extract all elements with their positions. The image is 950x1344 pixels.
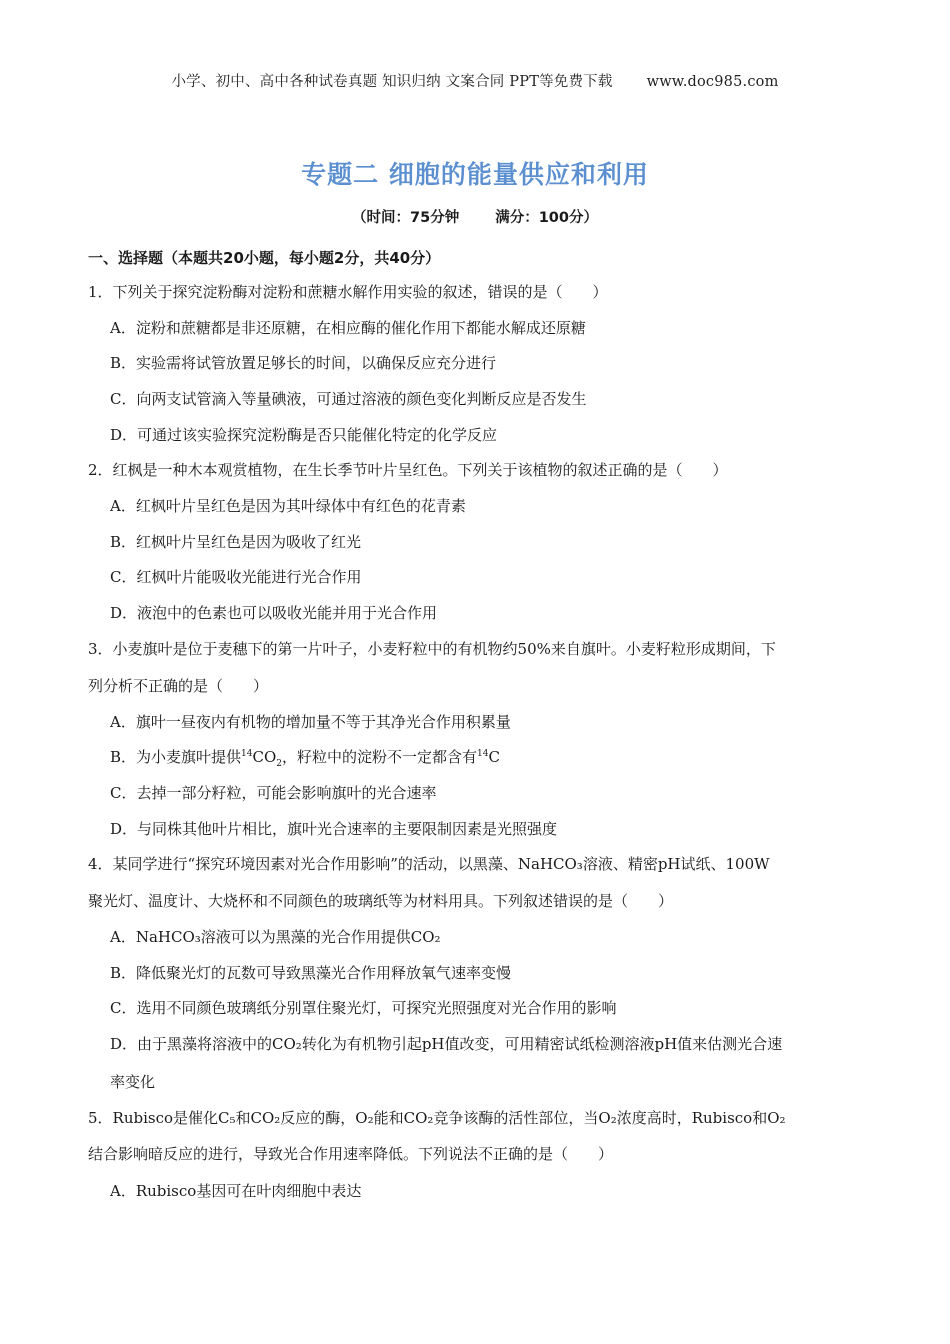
question-3-stem-line-1: 3．小麦旗叶是位于麦穗下的第一片叶子，小麦籽粒中的有机物约50%来自旗叶。小麦籽粒形成期间，下 <box>88 640 776 658</box>
question-4-stem-line-2: 聚光灯、温度计、大烧杯和不同颜色的玻璃纸等为材料用具。下列叙述错误的是（ ） <box>88 892 674 910</box>
question-3-option-a: A．旗叶一昼夜内有机物的增加量不等于其净光合作用积累量 <box>110 713 511 731</box>
question-5-stem-line-1: 5．Rubisco是催化C₅和CO₂反应的酶，O₂能和CO₂竞争该酶的活性部位，当O₂浓度高时，Rubisco和O₂ <box>88 1109 786 1127</box>
question-3-stem-line-2: 列分析不正确的是（ ） <box>88 677 269 695</box>
question-3-option-d: D．与同株其他叶片相比，旗叶光合速率的主要限制因素是光照强度 <box>110 820 558 838</box>
question-2-option-a: A．红枫叶片呈红色是因为其叶绿体中有红色的花青素 <box>110 497 466 515</box>
header-site-link[interactable]: www.doc985.com <box>646 74 779 90</box>
question-1-option-c: C．向两支试管滴入等量碘液，可通过溶液的颜色变化判断反应是否发生 <box>110 390 587 408</box>
question-4-option-b: B．降低聚光灯的瓦数可导致黑藻光合作用释放氧气速率变慢 <box>110 964 512 982</box>
question-1-option-a: A．淀粉和蔗糖都是非还原糖，在相应酶的催化作用下都能水解成还原糖 <box>110 319 586 337</box>
question-4-option-a: A．NaHCO₃溶液可以为黑藻的光合作用提供CO₂ <box>110 928 441 946</box>
question-3-option-b: B．为小麦旗叶提供$^{14}CO_2$，籽粒中的淀粉不一定都含有$^{14}$C <box>110 748 500 769</box>
exam-time: （时间：75分钟 <box>352 210 460 226</box>
page-title: 专题二 细胞的能量供应和利用 <box>301 160 649 189</box>
question-2-option-d: D．液泡中的色素也可以吸收光能并用于光合作用 <box>110 604 438 622</box>
exam-info <box>0 206 950 227</box>
question-5-option-a: A．Rubisco基因可在叶肉细胞中表达 <box>110 1182 362 1200</box>
header-text: 小学、初中、高中各种试卷真题 知识归纳 文案合同 PPT等免费下载 <box>171 74 613 90</box>
question-1-option-d: D．可通过该实验探究淀粉酶是否只能催化特定的化学反应 <box>110 426 498 444</box>
question-2-option-b: B．红枫叶片呈红色是因为吸收了红光 <box>110 533 362 551</box>
question-4-option-d-line-2: 率变化 <box>110 1073 156 1091</box>
question-2-option-c: C．红枫叶片能吸收光能进行光合作用 <box>110 568 362 586</box>
question-1-option-b: B．实验需将试管放置足够长的时间，以确保反应充分进行 <box>110 354 497 372</box>
question-4-option-d-line-1: D．由于黑藻将溶液中的CO₂转化为有机物引起pH值改变，可用精密试纸检测溶液pH值来估测光合速 <box>110 1035 783 1053</box>
question-4-stem-line-1: 4．某同学进行“探究环境因素对光合作用影响”的活动，以黑藻、NaHCO₃溶液、精密pH试纸、100W <box>88 855 770 873</box>
page-header <box>0 70 950 91</box>
question-3-option-c: C．去掉一部分籽粒，可能会影响旗叶的光合速率 <box>110 784 437 802</box>
question-4-option-c: C．选用不同颜色玻璃纸分别罩住聚光灯，可探究光照强度对光合作用的影响 <box>110 999 617 1017</box>
question-2-stem: 2．红枫是一种木本观赏植物，在生长季节叶片呈红色。下列关于该植物的叙述正确的是（ ） <box>88 461 728 479</box>
question-1-stem: 1．下列关于探究淀粉酶对淀粉和蔗糖水解作用实验的叙述，错误的是（ ） <box>88 283 608 301</box>
question-5-stem-line-2: 结合影响暗反应的进行，导致光合作用速率降低。下列说法不正确的是（ ） <box>88 1145 614 1163</box>
section-heading: 一、选择题（本题共20小题，每小题2分，共40分） <box>88 249 441 267</box>
exam-score: 满分：100分） <box>495 210 598 226</box>
